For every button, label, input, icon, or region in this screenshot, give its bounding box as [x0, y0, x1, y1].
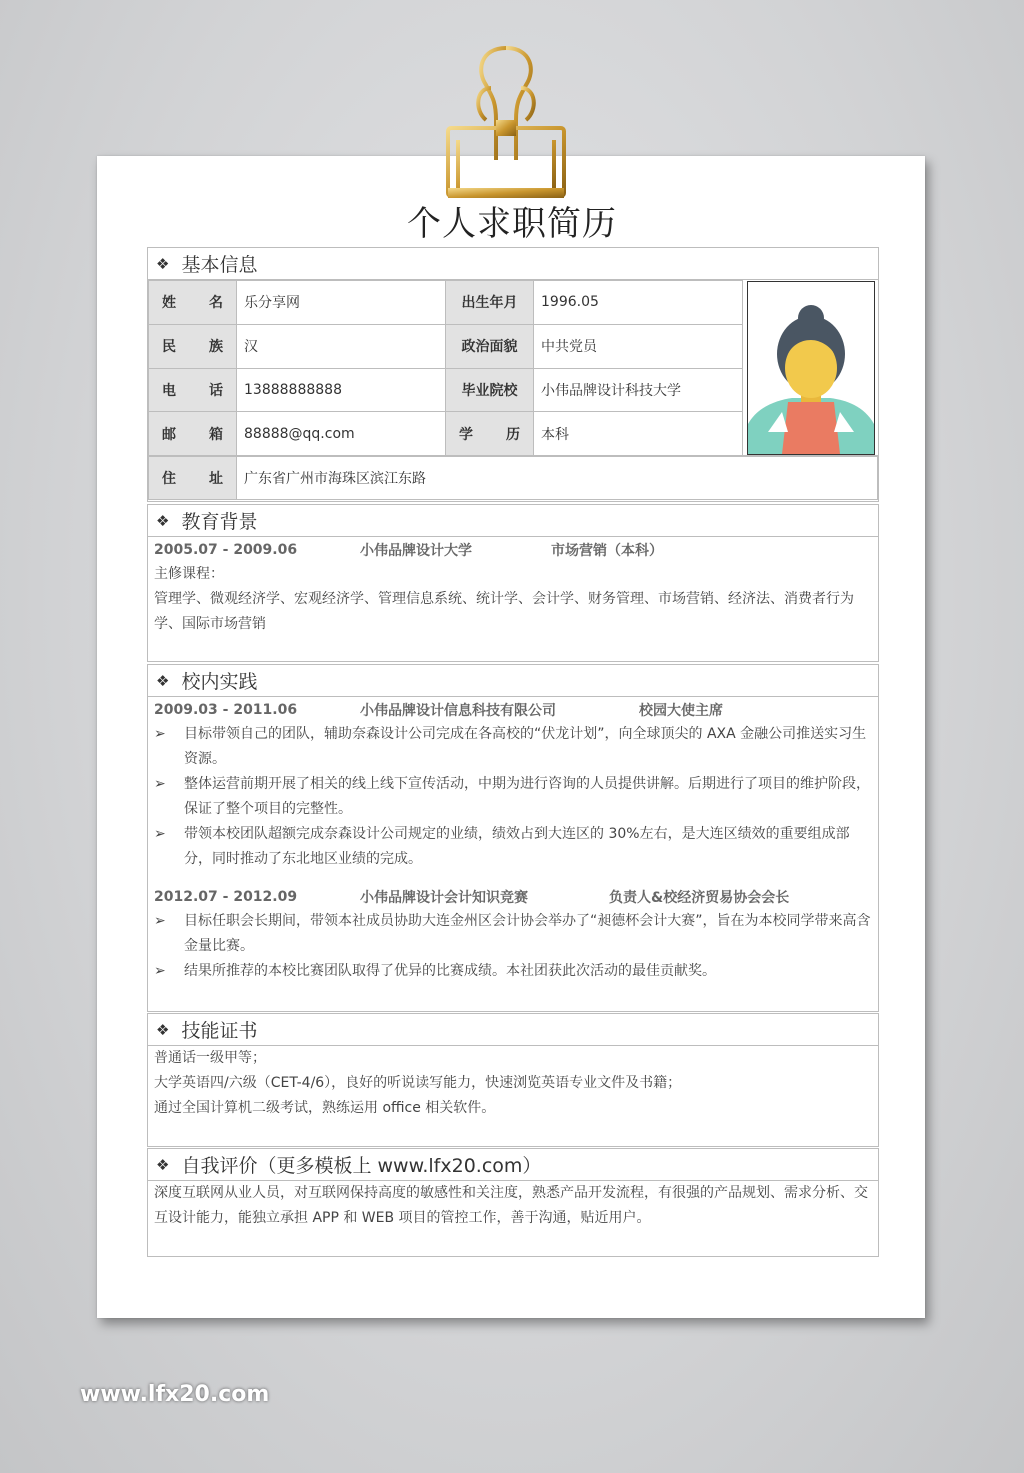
- practice-section: [147, 664, 879, 1012]
- avatar-icon: [747, 281, 875, 455]
- exp-role: 负责人&校经济贸易协会会长: [609, 889, 790, 906]
- skill-line: 普通话一级甲等；: [154, 1050, 266, 1066]
- courses-list: 管理学、微观经济学、宏观经济学、管理信息系统、统计学、会计学、财务管理、市场营销、经济法、消费者行为学、国际市场营销: [154, 591, 854, 632]
- value-politics: 中共党员: [534, 324, 743, 368]
- label-name: 姓 名: [149, 281, 237, 325]
- value-phone: 13888888888: [237, 368, 446, 412]
- value-email: 88888@qq.com: [237, 412, 446, 456]
- exp-period: 2012.07 - 2012.09: [154, 888, 298, 905]
- education-meta: [148, 537, 878, 562]
- section-title: 教育背景: [181, 511, 258, 533]
- edu-school: 小伟品牌设计大学: [360, 542, 472, 559]
- section-header: [148, 1014, 878, 1046]
- edu-period: 2005.07 - 2009.06: [154, 541, 298, 558]
- table-row: [149, 281, 743, 325]
- education-section: [147, 504, 879, 662]
- experience-meta: [148, 884, 878, 909]
- table-row: [149, 324, 743, 368]
- courses-label: 主修课程：: [154, 566, 224, 582]
- list-item: ➢ 目标带领自己的团队，辅助奈森设计公司完成在各高校的“伏龙计划”，向全球顶尖的 AXA 金融公司推送实习生资源。: [148, 722, 878, 772]
- exp-role: 校园大使主席: [639, 702, 723, 719]
- table-row: [149, 412, 743, 456]
- exp-org: 小伟品牌设计信息科技有限公司: [360, 702, 556, 719]
- label-address: 住 址: [149, 457, 237, 500]
- arrow-right-icon: ➢: [154, 963, 166, 979]
- edu-major: 市场营销（本科）: [551, 542, 663, 559]
- arrow-right-icon: ➢: [154, 913, 166, 929]
- label-email: 邮 箱: [149, 412, 237, 456]
- value-address: 广东省广州市海珠区滨江东路: [237, 457, 878, 500]
- photo-frame: [743, 280, 878, 456]
- self-evaluation-section: [147, 1148, 879, 1257]
- list-item: ➢ 带领本校团队超额完成奈森设计公司规定的业绩，绩效占到大连区的 30%左右，是大连区绩效的重要组成部分，同时推动了东北地区业绩的完成。: [148, 822, 878, 872]
- section-title: 基本信息: [181, 254, 258, 276]
- skill-line: 通过全国计算机二级考试，熟练运用 office 相关软件。: [154, 1100, 496, 1116]
- label-ethnicity: 民 族: [149, 324, 237, 368]
- diamond-icon: ❖: [156, 671, 170, 690]
- address-table: [148, 456, 878, 500]
- value-ethnicity: 汉: [237, 324, 446, 368]
- diamond-icon: ❖: [156, 1020, 170, 1039]
- exp-period: 2009.03 - 2011.06: [154, 701, 298, 718]
- section-title: 技能证书: [181, 1020, 258, 1042]
- arrow-right-icon: ➢: [154, 776, 166, 792]
- table-row: [149, 368, 743, 412]
- arrow-right-icon: ➢: [154, 726, 166, 742]
- label-degree: 学 历: [446, 412, 534, 456]
- binder-clip-icon: [436, 40, 576, 210]
- section-title: 校内实践: [181, 671, 258, 693]
- value-school: 小伟品牌设计科技大学: [534, 368, 743, 412]
- diamond-icon: ❖: [156, 1155, 170, 1174]
- skill-line: 大学英语四/六级（CET-4/6），良好的听说读写能力，快速浏览英语专业文件及书籍；: [154, 1075, 682, 1091]
- diamond-icon: ❖: [156, 254, 170, 273]
- section-header: [148, 665, 878, 697]
- section-header: [148, 505, 878, 537]
- watermark-text: www.lfx20.com: [80, 1382, 270, 1407]
- list-item: ➢ 目标任职会长期间，带领本社成员协助大连金州区会计协会举办了“昶德杯会计大赛”，旨在为本校同学带来高含金量比赛。: [148, 909, 878, 959]
- diamond-icon: ❖: [156, 511, 170, 530]
- skills-section: [147, 1013, 879, 1147]
- label-birth: 出生年月: [446, 281, 534, 325]
- page-title: 个人求职简历: [407, 204, 617, 244]
- section-header: [148, 248, 878, 280]
- label-phone: 电 话: [149, 368, 237, 412]
- value-birth: 1996.05: [534, 281, 743, 325]
- value-degree: 本科: [534, 412, 743, 456]
- label-politics: 政治面貌: [446, 324, 534, 368]
- label-school: 毕业院校: [446, 368, 534, 412]
- section-header: [148, 1149, 878, 1181]
- self-evaluation-text: 深度互联网从业人员，对互联网保持高度的敏感性和关注度，熟悉产品开发流程，有很强的产品规划、需求分析、交互设计能力，能独立承担 APP 和 WEB 项目的管控工作，善于沟通，贴近用户。: [154, 1185, 868, 1226]
- arrow-right-icon: ➢: [154, 826, 166, 842]
- experience-meta: [148, 697, 878, 722]
- table-row: [149, 457, 878, 500]
- basic-info-section: [147, 247, 879, 502]
- basic-info-table: [148, 280, 743, 456]
- exp-org: 小伟品牌设计会计知识竞赛: [360, 889, 528, 906]
- section-title: 自我评价（更多模板上 www.lfx20.com）: [181, 1155, 542, 1177]
- list-item: ➢ 整体运营前期开展了相关的线上线下宣传活动，中期为进行咨询的人员提供讲解。后期进行了项目的维护阶段，保证了整个项目的完整性。: [148, 772, 878, 822]
- list-item: ➢ 结果所推荐的本校比赛团队取得了优异的比赛成绩。本社团获此次活动的最佳贡献奖。: [148, 959, 878, 984]
- value-name: 乐分享网: [237, 281, 446, 325]
